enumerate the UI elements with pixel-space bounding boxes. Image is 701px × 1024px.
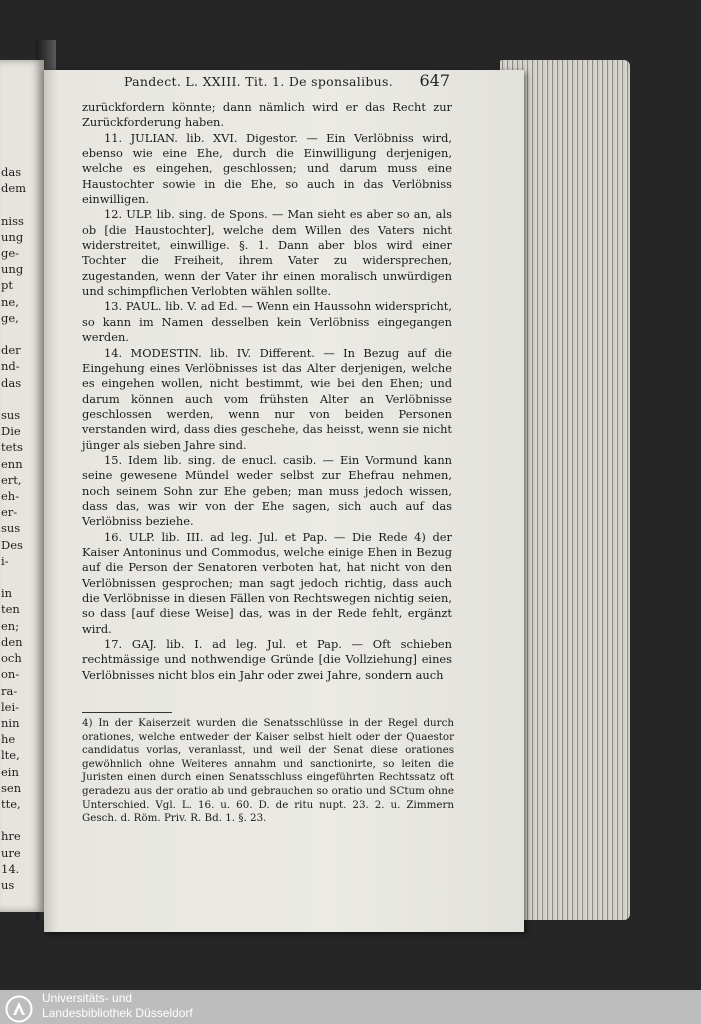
page-header: [80, 71, 450, 90]
paragraph: 17. GAJ. lib. I. ad leg. Jul. et Pap. — Oft schieben rechtmässige und nothwendige Gründe [die Vollziehung] eines Verlöbnisses nicht blos ein Jahr oder zwei Jahre, sondern auch: [82, 637, 452, 682]
library-name-line1: Universitäts- und: [42, 991, 133, 1005]
paragraph: 11. JULIAN. lib. XVI. Digestor. — Ein Verlöbniss wird, ebenso wie eine Ehe, durch die Einwilligung derjenigen, welche es eingehen, geschlossen; und darum muss eine Haustochter sowie in die Ehe, so auch in das Verlöbniss einwilligen.: [82, 130, 452, 207]
paragraph: 13. PAUL. lib. V. ad Ed. — Wenn ein Haussohn widerspricht, so kann im Namen desselben kein Verlöbniss eingegangen werden.: [82, 299, 452, 345]
library-logo-icon: [5, 995, 33, 1023]
paragraph: 12. ULP. lib. sing. de Spons. — Man sieht es aber so an, als ob [die Haustochter], welche dem Willen des Vaters nicht widerstreitet, einwillige. §. 1. Dann aber blos wird einer Tochter die Freiheit, ihrem Vater zu widersprechen, zugestanden, wenn der Vater ihr einen moralisch unwürdigen und schimpflichen Verlobten wählen sollte.: [82, 207, 452, 299]
paragraph: 14. MODESTIN. lib. IV. Different. — In Bezug auf die Eingehung eines Verlöbnisses ist das Alter derjenigen, welche es eingehen wollen, nicht bestimmt, wie bei den Ehen; und darum können auch vom frühsten Alter an Verlöbnisse geschlossen werden, wenn nur von beiden Personen verstanden wird, dass dies geschehe, das heisst, wenn sie nicht jünger als sieben Jahre sind.: [82, 345, 452, 452]
library-name-line2: Landesbibliothek Düsseldorf: [42, 1006, 193, 1020]
library-name[interactable]: [42, 991, 193, 1021]
footnote-rule: [82, 712, 172, 713]
paragraph: 15. Idem lib. sing. de enucl. casib. — Ein Vormund kann seine gewesene Mündel weder selbst zur Ehefrau nehmen, noch seinem Sohn zur Ehe geben; man muss jedoch wissen, dass das, was wir von der Ehe sagen, sich auch auf das Verlöbniss beziehe.: [82, 452, 452, 529]
body-text: [82, 100, 452, 683]
left-page-fragments: das dem niss ung ge- ung pt ne, ge, der nd- das sus Die tets enn ert, eh- er- sus Des i- in ten en; den och on- ra- lei- nin he lte, ein sen tte, hre ure 14. us: [1, 165, 27, 892]
paragraph: 16. ULP. lib. III. ad leg. Jul. et Pap. — Die Rede 4) der Kaiser Antoninus und Commodus, welche einige Ehen in Bezug auf die Person der Senatoren verboten hat, hat nicht von den Verlöbnissen gesprochen; man sagt jedoch richtig, dass auch die Verlöbnisse in diesen Fällen von Rechtswegen nichtig seien, so dass [auf diese Weise] das, was in der Rede fehlt, ergänzt wird.: [82, 529, 452, 636]
footnote: 4) In der Kaiserzeit wurden die Senatsschlüsse in der Regel durch orationes, welche entweder der Kaiser selbst hielt oder der Quaestor candidatus vorlas, veranlasst, und weil der Senat diese orationes gewöhnlich ohne Weiteres annahm und sanctionirte, so leiten die Juristen einen durch einen Senatsschluss eingeführten Rechtssatz oft geradezu aus der oratio ab und gebrauchen so oratio und SCtum ohne Unterschied. Vgl. L. 16. u. 60. D. de ritu nupt. 23. 2. u. Zimmern Gesch. d. Röm. Priv. R. Bd. 1. §. 23.: [82, 717, 454, 825]
page-number: 647: [419, 71, 450, 90]
running-title: Pandect. L. XXIII. Tit. 1. De sponsalibus.: [124, 74, 394, 89]
left-page-edge: [0, 60, 44, 912]
paragraph: zurückfordern könnte; dann nämlich wird er das Recht zur Zurückforderung haben.: [82, 100, 452, 130]
